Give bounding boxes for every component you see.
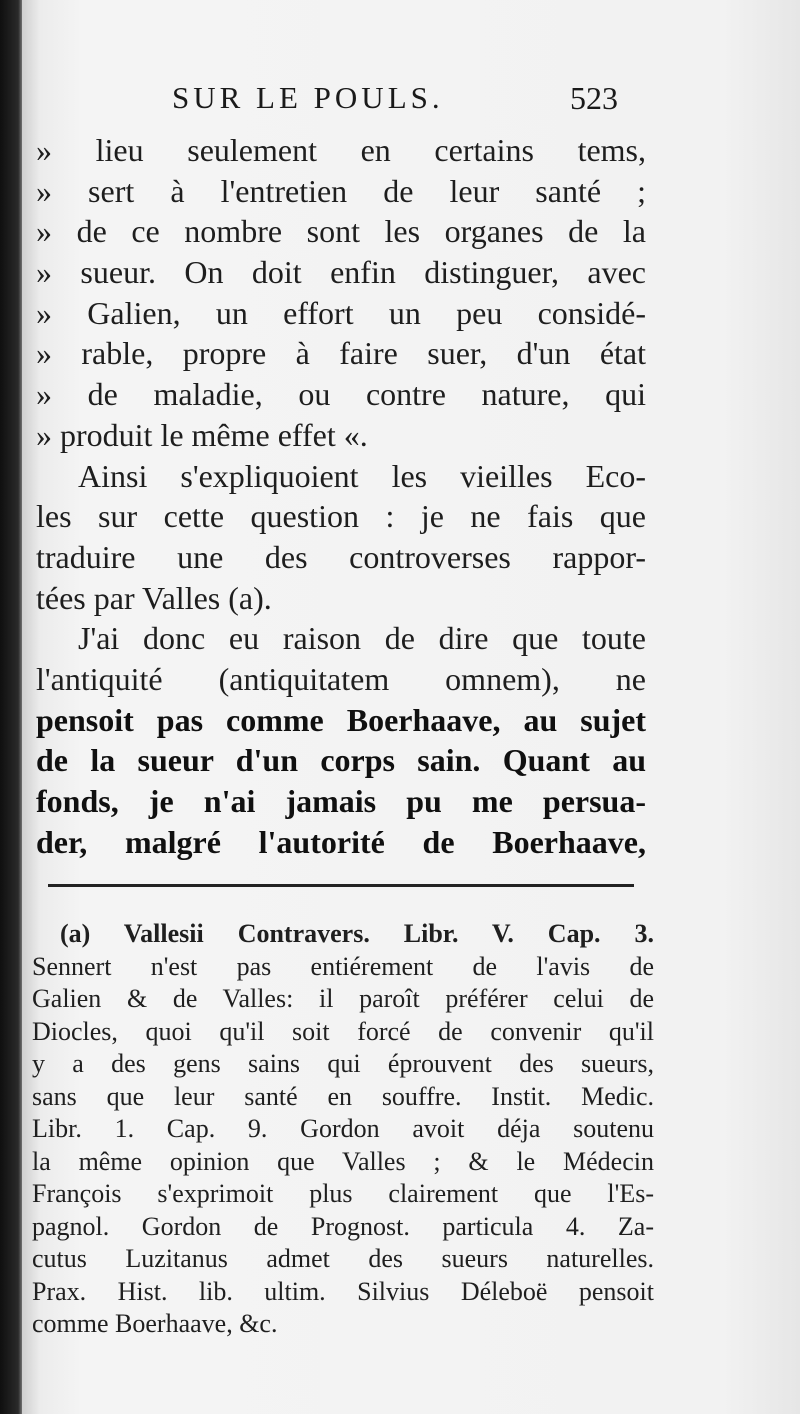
footnote-line: la même opinion que Valles ; & le Médecin	[32, 1146, 654, 1176]
footnotes	[32, 918, 654, 1341]
footnote-line: (a) Vallesii Contravers. Libr. V. Cap. 3.	[60, 919, 654, 948]
footnote-line: y a des gens sains qui éprouvent des sueurs,	[32, 1049, 654, 1078]
text-line: » de ce nombre sont les organes de la	[36, 213, 646, 250]
main-text	[36, 130, 646, 862]
text-line: pensoit pas comme Boerhaave, au sujet	[36, 701, 646, 738]
footnote-line: Diocles, quoi qu'il soit forcé de convenir qu'il	[32, 1016, 654, 1046]
text-line: » Galien, un effort un peu considé-	[36, 294, 646, 331]
footnote-line: François s'exprimoit plus clairement que l'Es-	[32, 1179, 654, 1208]
book-page	[22, 0, 800, 1414]
text-line: » rable, propre à faire suer, d'un état	[36, 335, 646, 372]
text-line: » produit le même effet «.	[36, 416, 368, 453]
footnote-line: cutus Luzitanus admet des sueurs naturelles.	[32, 1244, 654, 1273]
text-line: J'ai donc eu raison de dire que toute	[78, 620, 646, 657]
text-line: l'antiquité (antiquitatem omnem), ne	[36, 660, 646, 697]
text-line: de la sueur d'un corps sain. Quant au	[36, 742, 646, 779]
footnote-line: pagnol. Gordon de Prognost. particula 4. Za-	[32, 1211, 654, 1241]
text-line: » sert à l'entretien de leur santé ;	[36, 172, 646, 209]
text-line: » de maladie, ou contre nature, qui	[36, 376, 646, 413]
footnote-line: sans que leur santé en souffre. Instit. Medic.	[32, 1081, 654, 1111]
running-title: SUR LE POULS.	[172, 80, 444, 115]
running-head	[22, 80, 800, 120]
text-line: » sueur. On doit enfin distinguer, avec	[36, 254, 646, 291]
text-line: Ainsi s'expliquoient les vieilles Eco-	[78, 457, 646, 494]
text-line: les sur cette question : je ne fais que	[36, 498, 646, 535]
footnote-line: Prax. Hist. lib. ultim. Silvius Déleboë pensoit	[32, 1276, 654, 1306]
footnote-line: comme Boerhaave, &c.	[32, 1309, 278, 1338]
text-line: traduire une des controverses rappor-	[36, 538, 646, 575]
footnote-divider	[48, 884, 634, 887]
page-number: 523	[570, 80, 618, 116]
text-line: fonds, je n'ai jamais pu me persua-	[36, 783, 646, 819]
text-line: tées par Valles (a).	[36, 579, 272, 616]
footnote-line: Sennert n'est pas entiérement de l'avis de	[32, 951, 654, 981]
footnote-line: Galien & de Valles: il paroît préférer celui de	[32, 984, 654, 1013]
text-line: » lieu seulement en certains tems,	[36, 132, 646, 168]
text-line: der, malgré l'autorité de Boerhaave,	[36, 823, 646, 860]
footnote-line: Libr. 1. Cap. 9. Gordon avoit déja soutenu	[32, 1114, 654, 1143]
